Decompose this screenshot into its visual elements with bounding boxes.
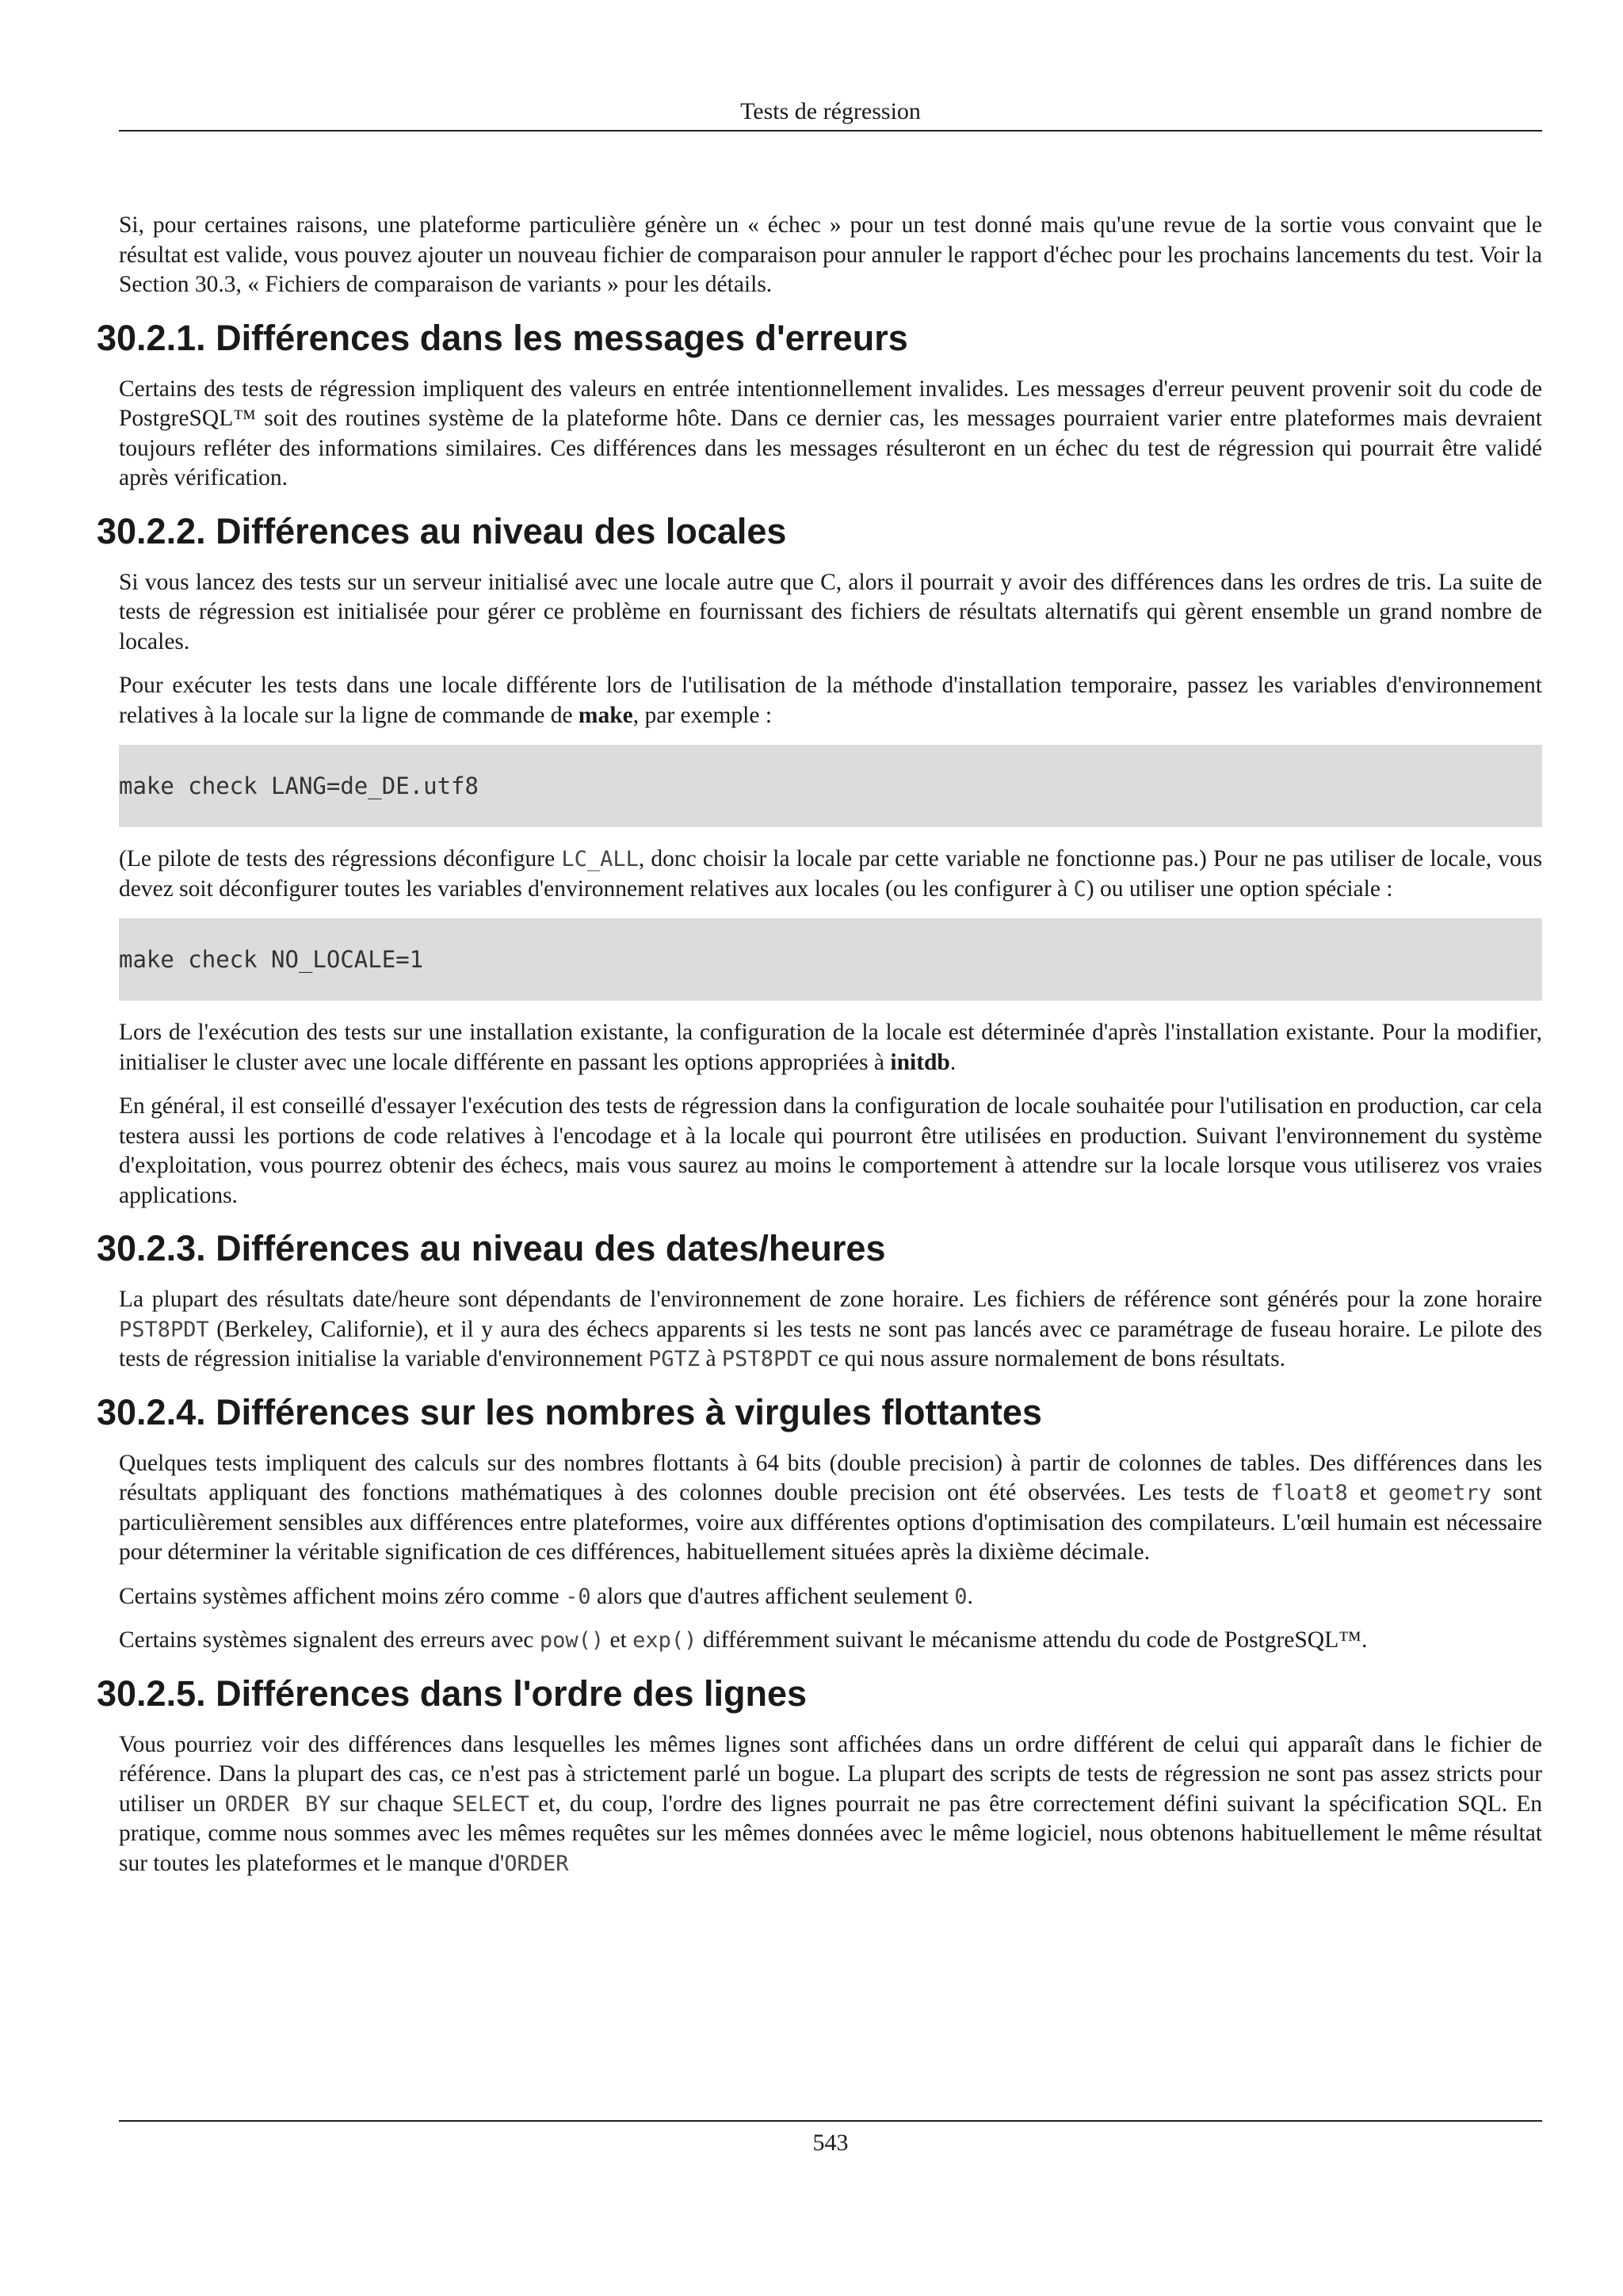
inline-code: PST8PDT	[119, 1317, 209, 1342]
inline-code: C	[1073, 876, 1086, 902]
text-run: Certains systèmes signalent des erreurs avec	[119, 1627, 540, 1653]
paragraph: En général, il est conseillé d'essayer l'exécution des tests de régression dans la configuration de locale souhaitée pour l'utilisation en production, car cela testera aussi les portions de code relatives à l'encodage et à la locale qui pourront être utilisées en production. Suivant l'environnement du système d'exploitation, vous pourrez obtenir des échecs, mais vous saurez au moins le comportement à attendre sur la locale lorsque vous utiliserez vos vraies applications.	[119, 1093, 1542, 1208]
page-body	[97, 211, 1543, 1893]
text-run: et	[1347, 1480, 1388, 1505]
code-block: make check NO_LOCALE=1	[119, 918, 1542, 1001]
inline-code: -0	[565, 1584, 591, 1609]
inline-code: geometry	[1388, 1481, 1491, 1505]
text-run: et	[604, 1627, 633, 1653]
text-run: .	[949, 1049, 957, 1075]
section-heading-locales: 30.2.2. Différences au niveau des locales	[97, 510, 787, 551]
running-header: Tests de régression	[119, 93, 1542, 132]
text-run: Certains systèmes affichent moins zéro comme	[119, 1583, 566, 1609]
paragraph	[119, 845, 1542, 904]
text-run: (Berkeley, Californie), et il y aura des échecs apparents si les tests ne sont pas lancés avec ce paramétrage de fuseau horaire. Le pilote des tests de régression initialise la variable d'environnement	[119, 1316, 1542, 1371]
inline-code: float8	[1270, 1481, 1348, 1505]
paragraph: Certains des tests de régression impliquent des valeurs en entrée intentionnellement invalides. Les messages d'erreur peuvent provenir soit du code de PostgreSQL™ soit des routines système de la plateforme hôte. Dans ce dernier cas, les messages pourraient varier entre plateformes mais devraient toujours refléter des informations similaires. Ces différences dans les messages résulteront en un échec du test de régression qui pourrait être validé après vérification.	[119, 376, 1542, 490]
text-run: sur chaque	[330, 1791, 453, 1817]
text-run: , donc choisir la locale par cette variable ne fonctionne pas.) Pour ne pas utiliser de locale, vous devez soit déconfigurer toutes les variables d'environnement relatives aux locales (ou les configurer à	[119, 846, 1543, 902]
text-run: sont particulièrement sensibles aux différences entre plateformes, voire aux différentes options d'optimisation des compilateurs. L'œil humain est nécessaire pour déterminer la véritable signification de ces différences, habituellement situées après la dixième décimale.	[119, 1480, 1542, 1565]
command-name: initdb	[890, 1049, 950, 1075]
section-heading-row-order: 30.2.5. Différences dans l'ordre des lignes	[97, 1672, 808, 1714]
intro-paragraph: Si, pour certaines raisons, une plateforme particulière génère un « échec » pour un test donné mais qu'une revue de la sortie vous convaint que le résultat est valide, vous pouvez ajouter un nouveau fichier de comparaison pour annuler le rapport d'échec pour les prochains lancements du test. Voir la Section 30.3, « Fichiers de comparaison de variants » pour les détails.	[119, 212, 1542, 297]
section-heading-floats: 30.2.4. Différences sur les nombres à virgules flottantes	[97, 1391, 1042, 1432]
inline-code: 0	[954, 1584, 968, 1609]
text-run: différemment suivant le mécanisme attendu du code de PostgreSQL™.	[697, 1627, 1368, 1653]
section-heading-error-messages: 30.2.1. Différences dans les messages d'erreurs	[97, 317, 908, 358]
inline-code: ORDER	[504, 1851, 569, 1876]
paragraph: Si vous lancez des tests sur un serveur initialisé avec une locale autre que C, alors il pourrait y avoir des différences dans les ordres de tris. La suite de tests de régression est initialisée pour gérer ce problème en fournissant des fichiers de résultats alternatifs qui gèrent ensemble un grand nombre de locales.	[119, 569, 1542, 654]
text-run: à	[700, 1346, 722, 1371]
command-name: make	[578, 702, 633, 728]
paragraph	[119, 1018, 1542, 1077]
inline-code: PGTZ	[648, 1347, 701, 1371]
code-block: make check LANG=de_DE.utf8	[119, 745, 1542, 827]
text-run: , par exemple :	[632, 702, 773, 728]
paragraph	[119, 1449, 1542, 1568]
text-run: ) ou utiliser une option spéciale :	[1086, 875, 1393, 902]
text-run: Vous pourriez voir des différences dans lesquelles les mêmes lignes sont affichées dans un ordre différent de celui qui apparaît dans le fichier de référence. Dans la plupart des cas, ce n'est pas à strictement parlé un bogue. La plupart des scripts de tests de régression ne sont pas assez stricts pour utiliser un	[119, 1731, 1542, 1817]
text-run: (Le pilote de tests des régressions déconfigure	[119, 846, 562, 871]
text-run: alors que d'autres affichent seulement	[590, 1583, 955, 1609]
paragraph	[119, 1730, 1542, 1879]
inline-code: ORDER BY	[224, 1791, 331, 1817]
inline-code: PST8PDT	[721, 1347, 812, 1371]
text-run: La plupart des résultats date/heure sont dépendants de l'environnement de zone horaire. Les fichiers de référence sont générés pour la zone horaire	[119, 1287, 1542, 1312]
paragraph	[119, 1626, 1542, 1656]
section-heading-dates: 30.2.3. Différences au niveau des dates/heures	[97, 1228, 886, 1268]
inline-code: pow()	[539, 1628, 605, 1653]
text-run: et, du coup, l'ordre des lignes pourrait ne pas être correctement défini suivant la spécification SQL. En pratique, comme nous sommes avec les mêmes requêtes sur les mêmes données avec le même logiciel, nous obtenons habituellement le même résultat sur toutes les plateformes et le manque d'	[119, 1791, 1542, 1876]
text-run: .	[967, 1583, 973, 1609]
text-run: Quelques tests impliquent des calculs sur des nombres flottants à 64 bits (double precision) à partir de colonnes de tables. Des différences dans les résultats appliquant des fonctions mathématiques à des colonnes double precision ont été observées. Les tests de	[119, 1450, 1542, 1505]
paragraph	[119, 1582, 1542, 1612]
inline-code: LC_ALL	[561, 847, 639, 871]
inline-code: SELECT	[452, 1791, 529, 1817]
text-run: ce qui nous assure normalement de bons résultats.	[812, 1346, 1285, 1371]
inline-code: exp()	[632, 1628, 697, 1653]
text-run: Pour exécuter les tests dans une locale différente lors de l'utilisation de la méthode d'installation temporaire, passez les variables d'environnement relatives à la locale sur la ligne de commande de	[119, 673, 1542, 728]
text-run: Lors de l'exécution des tests sur une installation existante, la configuration de la locale est déterminée d'après l'installation existante. Pour la modifier, initialiser le cluster avec une locale différente en passant les options appropriées à	[119, 1020, 1542, 1075]
paragraph	[119, 671, 1542, 730]
page-number: 543	[119, 2120, 1542, 2157]
paragraph	[119, 1285, 1542, 1375]
